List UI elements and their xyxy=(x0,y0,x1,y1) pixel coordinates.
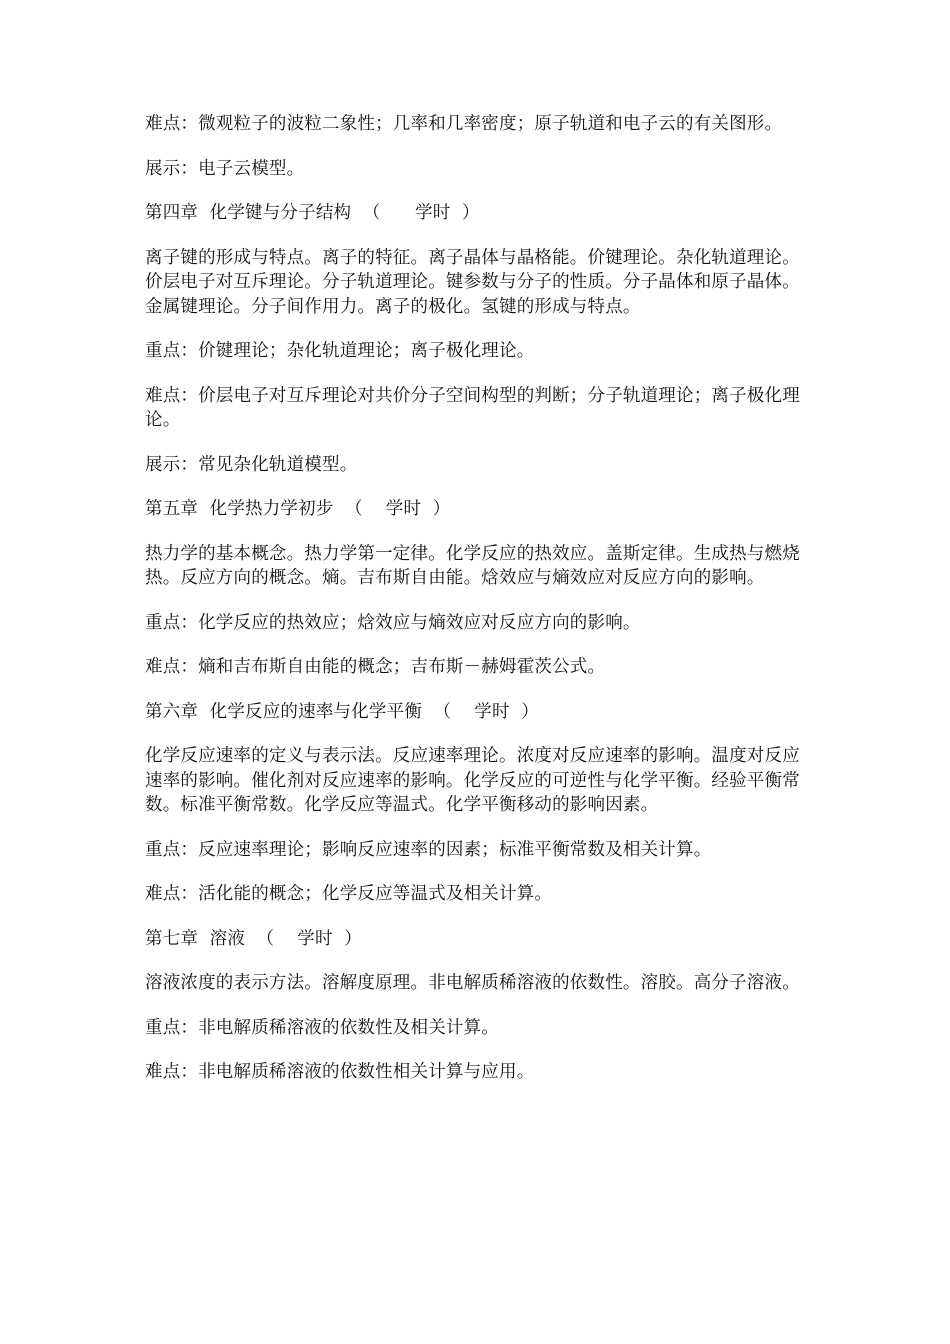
demo-paragraph: 展示：电子云模型。 xyxy=(145,158,305,179)
difficulty-paragraph: 难点：活化能的概念；化学反应等温式及相关计算。 xyxy=(145,884,553,904)
difficulty-paragraph: 难点：熵和吉布斯自由能的概念；吉布斯－赫姆霍茨公式。 xyxy=(145,657,606,677)
chapter-heading: 第五章 化学热力学初步 （ 学时 ） xyxy=(145,499,451,519)
content-paragraph: 热力学的基本概念。热力学第一定律。化学反应的热效应。盖斯定律。生成热与燃烧热。反应方向的概念。熵。吉布斯自由能。焓效应与熵效应对反应方向的影响。 xyxy=(145,543,800,588)
chapter-heading: 第七章 溶液 （ 学时 ） xyxy=(145,928,362,949)
document-page xyxy=(145,112,813,1105)
difficulty-paragraph: 难点：非电解质稀溶液的依数性相关计算与应用。 xyxy=(145,1062,535,1082)
content-paragraph: 化学反应速率的定义与表示法。反应速率理论。浓度对反应速率的影响。温度对反应速率的影响。催化剂对反应速率的影响。化学反应的可逆性与化学平衡。经验平衡常数。标准平衡常数。化学反应等温式。化学平衡移动的影响因素。 xyxy=(145,746,800,815)
chapter-heading: 第六章 化学反应的速率与化学平衡 （ 学时 ） xyxy=(145,701,539,722)
key-points-paragraph: 重点：化学反应的热效应；焓效应与熵效应对反应方向的影响。 xyxy=(145,612,641,633)
demo-paragraph: 展示：常见杂化轨道模型。 xyxy=(145,454,358,475)
chapter-heading: 第四章 化学键与分子结构 （ 学时 ） xyxy=(145,203,480,223)
content-paragraph: 离子键的形成与特点。离子的特征。离子晶体与晶格能。价键理论。杂化轨道理论。价层电子对互斥理论。分子轨道理论。键参数与分子的性质。分子晶体和原子晶体。金属键理论。分子间作用力。离子的极化。氢键的形成与特点。 xyxy=(145,247,800,317)
key-points-paragraph: 重点：非电解质稀溶液的依数性及相关计算。 xyxy=(145,1017,499,1038)
content-paragraph: 溶液浓度的表示方法。溶解度原理。非电解质稀溶液的依数性。溶胶。高分子溶液。 xyxy=(145,973,800,993)
difficulty-paragraph: 难点：微观粒子的波粒二象性；几率和几率密度；原子轨道和电子云的有关图形。 xyxy=(145,114,783,134)
key-points-paragraph: 重点：反应速率理论；影响反应速率的因素；标准平衡常数及相关计算。 xyxy=(145,839,712,860)
difficulty-paragraph: 难点：价层电子对互斥理论对共价分子空间构型的判断；分子轨道理论；离子极化理论。 xyxy=(145,385,800,430)
key-points-paragraph: 重点：价键理论；杂化轨道理论；离子极化理论。 xyxy=(145,341,535,361)
